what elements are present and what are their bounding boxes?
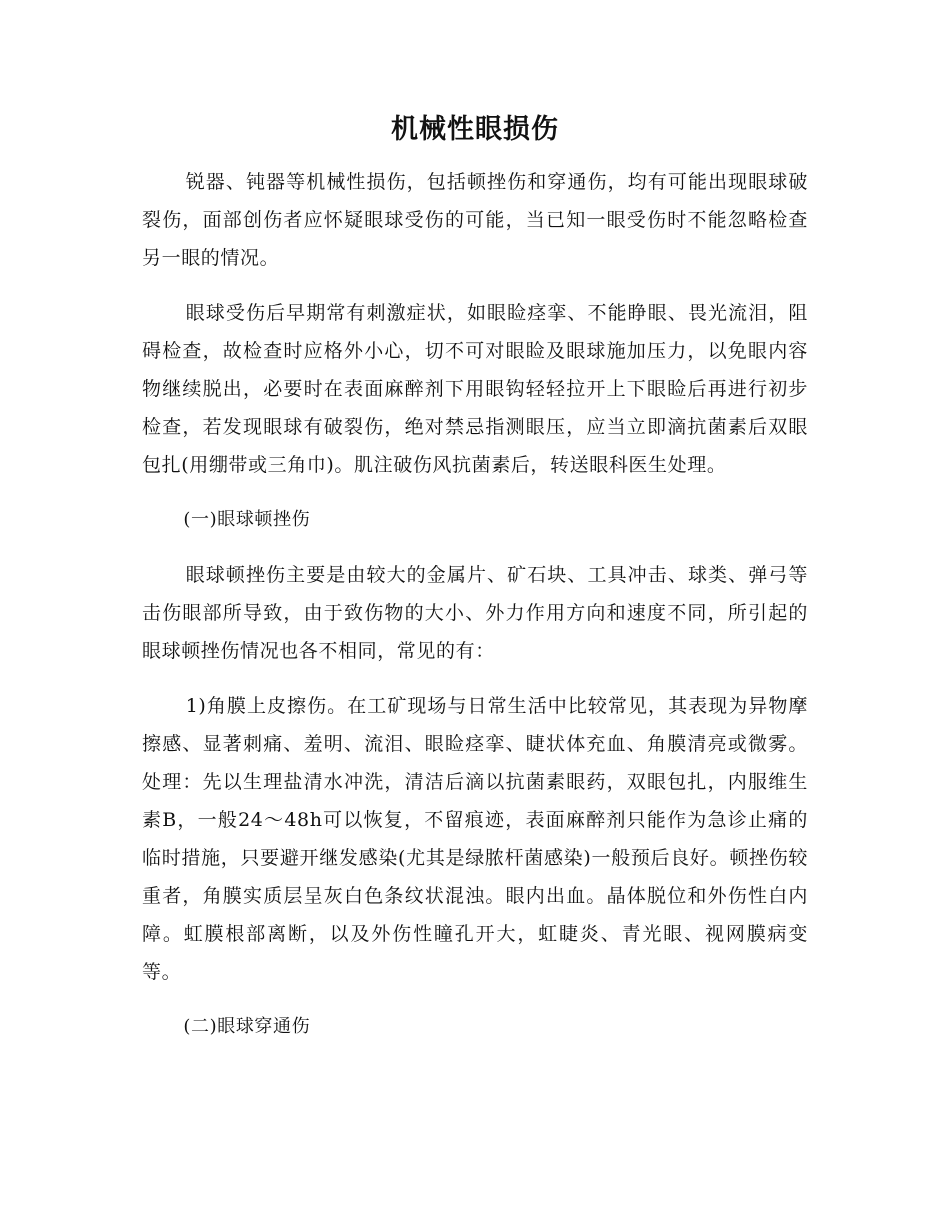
document-title: 机械性眼损伤 [391,114,559,145]
section-heading-blunt-injury: (一)眼球顿挫伤 [183,509,311,530]
paragraph-blunt-injury-causes: 眼球顿挫伤主要是由较大的金属片、矿石块、工具冲击、球类、弹弓等击伤眼部所导致，由于致伤物的大小、外力作用方向和速度不同，所引起的眼球顿挫伤情况也各不相同，常见的有： [142,564,808,662]
section-heading-penetrating-injury: (二)眼球穿通伤 [183,1016,311,1037]
paragraph-early-symptoms: 眼球受伤后早期常有刺激症状，如眼睑痉挛、不能睁眼、畏光流泪，阻碍检查，故检查时应格外小心，切不可对眼睑及眼球施加压力，以免眼内容物继续脱出，必要时在表面麻醉剂下用眼钩轻轻拉开上下眼睑后再进行初步检查，若发现眼球有破裂伤，绝对禁忌指测眼压，应当立即滴抗菌素后双眼包扎(用绷带或三角巾)。肌注破伤风抗菌素后，转送眼科医生处理。 [142,302,808,476]
paragraph-corneal-abrasion: 1)角膜上皮擦伤。在工矿现场与日常生活中比较常见，其表现为异物摩擦感、显著刺痛、羞明、流泪、眼睑痉挛、睫状体充血、角膜清亮或微雾。处理：先以生理盐清水冲洗，清洁后滴以抗菌素眼药，双眼包扎，内服维生素B，一般24～48h可以恢复，不留痕迹，表面麻醉剂只能作为急诊止痛的临时措施，只要避开继发感染(尤其是绿脓杆菌感染)一般预后良好。顿挫伤较重者，角膜实质层呈灰白色条纹状混浊。眼内出血。晶体脱位和外伤性白内障。虹膜根部离断，以及外伤性瞳孔开大，虹睫炎、青光眼、视网膜病变等。 [142,695,808,983]
document-body [142,163,808,1063]
paragraph-intro: 锐器、钝器等机械性损伤，包括顿挫伤和穿通伤，均有可能出现眼球破裂伤，面部创伤者应怀疑眼球受伤的可能，当已知一眼受伤时不能忽略检查另一眼的情况。 [142,171,808,269]
